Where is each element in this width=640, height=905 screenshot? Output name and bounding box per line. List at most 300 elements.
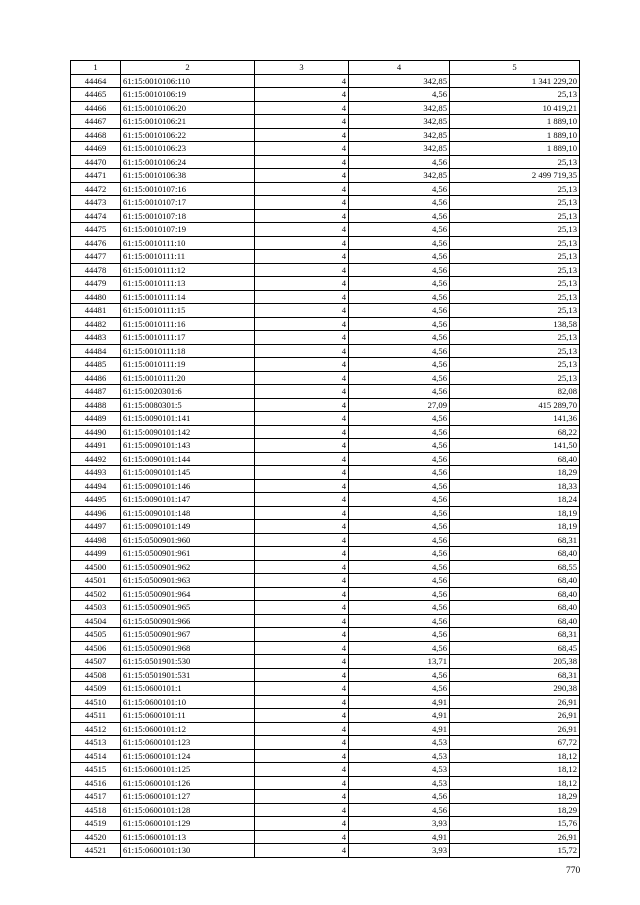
table-cell-col-2: 61:15:0010106:38: [121, 169, 255, 183]
table-cell-col-5: 68,31: [450, 668, 580, 682]
table-cell-col-3: 4: [255, 385, 349, 399]
table-cell-col-3: 4: [255, 155, 349, 169]
table-cell-col-3: 4: [255, 830, 349, 844]
table-cell-col-4: 4,91: [349, 695, 450, 709]
table-row: [71, 547, 580, 561]
table-cell-col-5: 25,13: [450, 223, 580, 237]
table-cell-col-5: 68,40: [450, 452, 580, 466]
table-cell-col-4: 4,56: [349, 439, 450, 453]
header-col-3: 3: [255, 61, 349, 75]
table-cell-col-5: 25,13: [450, 88, 580, 102]
table-cell-col-5: 25,13: [450, 263, 580, 277]
table-cell-col-1: 44509: [71, 682, 121, 696]
table-row: [71, 844, 580, 858]
table-row: [71, 398, 580, 412]
table-cell-col-2: 61:15:0500901:966: [121, 614, 255, 628]
table-cell-col-4: 4,56: [349, 668, 450, 682]
table-cell-col-1: 44468: [71, 128, 121, 142]
table-cell-col-3: 4: [255, 304, 349, 318]
table-row: [71, 560, 580, 574]
table-cell-col-4: 4,53: [349, 763, 450, 777]
table-row: [71, 641, 580, 655]
table-cell-col-1: 44481: [71, 304, 121, 318]
table-cell-col-3: 4: [255, 371, 349, 385]
table-cell-col-4: 4,56: [349, 520, 450, 534]
table-cell-col-4: 4,56: [349, 533, 450, 547]
table-cell-col-5: 26,91: [450, 709, 580, 723]
table-cell-col-2: 61:15:0010111:12: [121, 263, 255, 277]
table-row: [71, 290, 580, 304]
table-cell-col-4: 342,85: [349, 74, 450, 88]
table-row: [71, 479, 580, 493]
table-cell-col-1: 44485: [71, 358, 121, 372]
table-cell-col-2: 61:15:0010106:24: [121, 155, 255, 169]
table-cell-col-1: 44488: [71, 398, 121, 412]
table-cell-col-2: 61:15:0600101:129: [121, 817, 255, 831]
table-cell-col-4: 4,56: [349, 560, 450, 574]
table-row: [71, 425, 580, 439]
table-cell-col-5: 68,40: [450, 601, 580, 615]
table-row: [71, 385, 580, 399]
table-cell-col-2: 61:15:0010106:20: [121, 101, 255, 115]
table-cell-col-2: 61:15:0500901:961: [121, 547, 255, 561]
table-cell-col-3: 4: [255, 358, 349, 372]
table-cell-col-2: 61:15:0010111:16: [121, 317, 255, 331]
table-cell-col-4: 4,56: [349, 263, 450, 277]
table-row: [71, 331, 580, 345]
table-cell-col-3: 4: [255, 331, 349, 345]
table-cell-col-5: 141,36: [450, 412, 580, 426]
table-cell-col-1: 44498: [71, 533, 121, 547]
table-cell-col-2: 61:15:0010107:16: [121, 182, 255, 196]
table-cell-col-2: 61:15:0010107:17: [121, 196, 255, 210]
table-cell-col-4: 4,56: [349, 317, 450, 331]
table-cell-col-4: 4,56: [349, 641, 450, 655]
table-cell-col-5: 205,38: [450, 655, 580, 669]
table-cell-col-2: 61:15:0010106:19: [121, 88, 255, 102]
table-cell-col-5: 25,13: [450, 236, 580, 250]
table-cell-col-1: 44486: [71, 371, 121, 385]
table-cell-col-3: 4: [255, 88, 349, 102]
table-cell-col-5: 26,91: [450, 722, 580, 736]
table-cell-col-2: 61:15:0600101:11: [121, 709, 255, 723]
table-cell-col-1: 44521: [71, 844, 121, 858]
table-cell-col-5: 25,13: [450, 290, 580, 304]
table-row: [71, 182, 580, 196]
table-cell-col-3: 4: [255, 196, 349, 210]
table-row: [71, 169, 580, 183]
table-cell-col-1: 44473: [71, 196, 121, 210]
table-row: [71, 709, 580, 723]
table-cell-col-1: 44465: [71, 88, 121, 102]
table-cell-col-5: 10 419,21: [450, 101, 580, 115]
table-cell-col-1: 44477: [71, 250, 121, 264]
table-cell-col-4: 4,56: [349, 452, 450, 466]
table-cell-col-5: 18,12: [450, 749, 580, 763]
table-cell-col-2: 61:15:0010106:23: [121, 142, 255, 156]
table-cell-col-5: 1 889,10: [450, 142, 580, 156]
table-cell-col-5: 290,38: [450, 682, 580, 696]
table-cell-col-1: 44466: [71, 101, 121, 115]
table-cell-col-5: 18,33: [450, 479, 580, 493]
table-cell-col-4: 342,85: [349, 115, 450, 129]
table-cell-col-2: 61:15:0090101:144: [121, 452, 255, 466]
table-cell-col-5: 15,76: [450, 817, 580, 831]
table-cell-col-2: 61:15:0010106:22: [121, 128, 255, 142]
table-cell-col-4: 4,56: [349, 250, 450, 264]
table-cell-col-2: 61:15:0500901:962: [121, 560, 255, 574]
table-cell-col-5: 68,31: [450, 533, 580, 547]
table-cell-col-5: 18,19: [450, 520, 580, 534]
table-cell-col-4: 4,56: [349, 547, 450, 561]
table-cell-col-1: 44508: [71, 668, 121, 682]
table-cell-col-5: 68,31: [450, 628, 580, 642]
table-cell-col-2: 61:15:0600101:130: [121, 844, 255, 858]
table-cell-col-1: 44501: [71, 574, 121, 588]
table-cell-col-5: 18,12: [450, 763, 580, 777]
table-cell-col-3: 4: [255, 290, 349, 304]
table-cell-col-3: 4: [255, 547, 349, 561]
table-cell-col-1: 44519: [71, 817, 121, 831]
table-cell-col-2: 61:15:0500901:964: [121, 587, 255, 601]
table-cell-col-5: 68,40: [450, 614, 580, 628]
table-cell-col-1: 44476: [71, 236, 121, 250]
table-cell-col-4: 4,56: [349, 506, 450, 520]
table-row: [71, 439, 580, 453]
table-row: [71, 412, 580, 426]
table-cell-col-2: 61:15:0600101:127: [121, 790, 255, 804]
table-cell-col-5: 68,45: [450, 641, 580, 655]
table-row: [71, 196, 580, 210]
table-row: [71, 803, 580, 817]
table-cell-col-4: 4,56: [349, 601, 450, 615]
table-cell-col-4: 4,53: [349, 749, 450, 763]
table-row: [71, 128, 580, 142]
table-cell-col-3: 4: [255, 682, 349, 696]
table-cell-col-5: 26,91: [450, 695, 580, 709]
table-cell-col-3: 4: [255, 223, 349, 237]
table-cell-col-3: 4: [255, 439, 349, 453]
table-cell-col-5: 25,13: [450, 182, 580, 196]
header-col-1: 1: [71, 61, 121, 75]
table-row: [71, 88, 580, 102]
table-cell-col-3: 4: [255, 209, 349, 223]
table-cell-col-4: 4,91: [349, 722, 450, 736]
table-cell-col-4: 27,09: [349, 398, 450, 412]
table-cell-col-1: 44516: [71, 776, 121, 790]
table-row: [71, 830, 580, 844]
table-cell-col-2: 61:15:0500901:967: [121, 628, 255, 642]
table-cell-col-3: 4: [255, 479, 349, 493]
table-cell-col-5: 18,29: [450, 803, 580, 817]
table-cell-col-3: 4: [255, 263, 349, 277]
table-cell-col-5: 68,40: [450, 587, 580, 601]
table-cell-col-1: 44490: [71, 425, 121, 439]
table-cell-col-3: 4: [255, 142, 349, 156]
table-cell-col-1: 44505: [71, 628, 121, 642]
table-cell-col-2: 61:15:0500901:963: [121, 574, 255, 588]
table-row: [71, 115, 580, 129]
table-cell-col-4: 4,56: [349, 682, 450, 696]
table-cell-col-2: 61:15:0010111:13: [121, 277, 255, 291]
table-cell-col-5: 25,13: [450, 358, 580, 372]
table-cell-col-3: 4: [255, 182, 349, 196]
table-cell-col-1: 44515: [71, 763, 121, 777]
table-cell-col-3: 4: [255, 493, 349, 507]
table-cell-col-4: 4,56: [349, 209, 450, 223]
table-cell-col-4: 4,56: [349, 196, 450, 210]
table-cell-col-2: 61:15:0010107:18: [121, 209, 255, 223]
table-cell-col-2: 61:15:0010111:19: [121, 358, 255, 372]
table-cell-col-3: 4: [255, 776, 349, 790]
table-cell-col-4: 342,85: [349, 142, 450, 156]
table-cell-col-1: 44517: [71, 790, 121, 804]
table-cell-col-3: 4: [255, 790, 349, 804]
table-row: [71, 317, 580, 331]
table-cell-col-5: 1 341 229,20: [450, 74, 580, 88]
table-cell-col-3: 4: [255, 641, 349, 655]
table-cell-col-1: 44502: [71, 587, 121, 601]
table-cell-col-2: 61:15:0600101:1: [121, 682, 255, 696]
table-cell-col-3: 4: [255, 601, 349, 615]
table-row: [71, 236, 580, 250]
table-row: [71, 452, 580, 466]
table-cell-col-2: 61:15:0090101:145: [121, 466, 255, 480]
table-cell-col-4: 4,56: [349, 412, 450, 426]
data-table: [70, 60, 580, 858]
table-cell-col-4: 4,56: [349, 304, 450, 318]
table-cell-col-2: 61:15:0500901:965: [121, 601, 255, 615]
table-cell-col-1: 44514: [71, 749, 121, 763]
table-cell-col-4: 342,85: [349, 101, 450, 115]
table-cell-col-2: 61:15:0010111:15: [121, 304, 255, 318]
table-cell-col-4: 4,56: [349, 182, 450, 196]
table-row: [71, 371, 580, 385]
table-row: [71, 587, 580, 601]
table-cell-col-4: 4,56: [349, 790, 450, 804]
table-row: [71, 74, 580, 88]
table-cell-col-1: 44487: [71, 385, 121, 399]
table-cell-col-5: 68,40: [450, 547, 580, 561]
table-cell-col-5: 82,08: [450, 385, 580, 399]
table-cell-col-4: 4,56: [349, 290, 450, 304]
table-cell-col-1: 44489: [71, 412, 121, 426]
table-cell-col-5: 68,55: [450, 560, 580, 574]
table-cell-col-1: 44467: [71, 115, 121, 129]
table-cell-col-4: 4,53: [349, 776, 450, 790]
table-row: [71, 574, 580, 588]
table-cell-col-2: 61:15:0010111:14: [121, 290, 255, 304]
table-cell-col-1: 44479: [71, 277, 121, 291]
table-cell-col-3: 4: [255, 506, 349, 520]
table-row: [71, 614, 580, 628]
table-cell-col-3: 4: [255, 520, 349, 534]
table-cell-col-1: 44475: [71, 223, 121, 237]
table-cell-col-2: 61:15:0010111:17: [121, 331, 255, 345]
table-row: [71, 695, 580, 709]
table-cell-col-2: 61:15:0010111:11: [121, 250, 255, 264]
table-cell-col-5: 25,13: [450, 196, 580, 210]
table-cell-col-3: 4: [255, 277, 349, 291]
table-cell-col-1: 44504: [71, 614, 121, 628]
table-cell-col-2: 61:15:0500901:960: [121, 533, 255, 547]
header-col-2: 2: [121, 61, 255, 75]
table-cell-col-2: 61:15:0010106:21: [121, 115, 255, 129]
table-row: [71, 250, 580, 264]
table-row: [71, 776, 580, 790]
table-cell-col-3: 4: [255, 668, 349, 682]
table-cell-col-5: 25,13: [450, 371, 580, 385]
table-cell-col-3: 4: [255, 628, 349, 642]
table-row: [71, 223, 580, 237]
table-cell-col-1: 44492: [71, 452, 121, 466]
table-cell-col-4: 4,56: [349, 628, 450, 642]
table-row: [71, 655, 580, 669]
table-cell-col-1: 44482: [71, 317, 121, 331]
table-cell-col-3: 4: [255, 74, 349, 88]
table-cell-col-1: 44507: [71, 655, 121, 669]
table-cell-col-1: 44518: [71, 803, 121, 817]
table-cell-col-4: 4,56: [349, 587, 450, 601]
table-cell-col-4: 4,56: [349, 277, 450, 291]
table-cell-col-1: 44513: [71, 736, 121, 750]
table-cell-col-2: 61:15:0010111:20: [121, 371, 255, 385]
table-cell-col-5: 67,72: [450, 736, 580, 750]
table-cell-col-3: 4: [255, 236, 349, 250]
table-row: [71, 277, 580, 291]
table-cell-col-3: 4: [255, 763, 349, 777]
table-cell-col-2: 61:15:0600101:13: [121, 830, 255, 844]
table-cell-col-3: 4: [255, 722, 349, 736]
table-cell-col-4: 4,56: [349, 358, 450, 372]
table-cell-col-5: 2 499 719,35: [450, 169, 580, 183]
table-cell-col-2: 61:15:0600101:12: [121, 722, 255, 736]
table-cell-col-5: 1 889,10: [450, 115, 580, 129]
table-cell-col-2: 61:15:0501901:531: [121, 668, 255, 682]
table-cell-col-1: 44464: [71, 74, 121, 88]
table-cell-col-3: 4: [255, 466, 349, 480]
table-cell-col-2: 61:15:0600101:125: [121, 763, 255, 777]
table-cell-col-3: 4: [255, 115, 349, 129]
table-row: [71, 790, 580, 804]
table-cell-col-4: 3,93: [349, 844, 450, 858]
table-cell-col-2: 61:15:0090101:141: [121, 412, 255, 426]
table-cell-col-3: 4: [255, 695, 349, 709]
table-cell-col-4: 4,56: [349, 371, 450, 385]
table-row: [71, 817, 580, 831]
table-cell-col-4: 4,56: [349, 803, 450, 817]
table-row: [71, 520, 580, 534]
table-cell-col-3: 4: [255, 250, 349, 264]
table-cell-col-1: 44506: [71, 641, 121, 655]
table-cell-col-2: 61:15:0090101:149: [121, 520, 255, 534]
table-cell-col-1: 44470: [71, 155, 121, 169]
table-row: [71, 358, 580, 372]
table-cell-col-4: 4,56: [349, 236, 450, 250]
table-cell-col-1: 44483: [71, 331, 121, 345]
table-cell-col-1: 44484: [71, 344, 121, 358]
header-col-5: 5: [450, 61, 580, 75]
table-cell-col-4: 4,56: [349, 614, 450, 628]
table-cell-col-3: 4: [255, 709, 349, 723]
table-cell-col-4: 4,56: [349, 155, 450, 169]
table-cell-col-3: 4: [255, 452, 349, 466]
table-row: [71, 142, 580, 156]
table-cell-col-5: 18,19: [450, 506, 580, 520]
table-cell-col-3: 4: [255, 587, 349, 601]
table-cell-col-1: 44494: [71, 479, 121, 493]
table-cell-col-2: 61:15:0500901:968: [121, 641, 255, 655]
table-cell-col-4: 342,85: [349, 128, 450, 142]
table-cell-col-5: 1 889,10: [450, 128, 580, 142]
table-cell-col-4: 4,91: [349, 709, 450, 723]
table-cell-col-3: 4: [255, 398, 349, 412]
table-cell-col-2: 61:15:0010111:18: [121, 344, 255, 358]
table-cell-col-1: 44469: [71, 142, 121, 156]
table-row: [71, 668, 580, 682]
table-cell-col-5: 138,58: [450, 317, 580, 331]
table-cell-col-2: 61:15:0090101:146: [121, 479, 255, 493]
table-cell-col-1: 44480: [71, 290, 121, 304]
table-cell-col-3: 4: [255, 614, 349, 628]
table-row: [71, 628, 580, 642]
table-cell-col-5: 68,22: [450, 425, 580, 439]
table-row: [71, 763, 580, 777]
table-cell-col-5: 25,13: [450, 209, 580, 223]
table-cell-col-4: 4,56: [349, 385, 450, 399]
table-cell-col-1: 44478: [71, 263, 121, 277]
table-cell-col-2: 61:15:0600101:126: [121, 776, 255, 790]
table-cell-col-2: 61:15:0090101:147: [121, 493, 255, 507]
table-cell-col-5: 68,40: [450, 574, 580, 588]
table-row: [71, 749, 580, 763]
table-cell-col-4: 4,56: [349, 344, 450, 358]
table-row: [71, 209, 580, 223]
table-cell-col-5: 25,13: [450, 344, 580, 358]
table-cell-col-5: 25,13: [450, 304, 580, 318]
table-row: [71, 155, 580, 169]
table-cell-col-4: 4,56: [349, 466, 450, 480]
table-cell-col-1: 44499: [71, 547, 121, 561]
table-row: [71, 344, 580, 358]
table-cell-col-4: 13,71: [349, 655, 450, 669]
table-cell-col-1: 44510: [71, 695, 121, 709]
table-cell-col-4: 4,56: [349, 493, 450, 507]
header-row: [71, 61, 580, 75]
table-cell-col-3: 4: [255, 560, 349, 574]
table-cell-col-4: 4,56: [349, 223, 450, 237]
table-cell-col-3: 4: [255, 317, 349, 331]
table-cell-col-5: 18,29: [450, 466, 580, 480]
table-cell-col-1: 44496: [71, 506, 121, 520]
table-cell-col-3: 4: [255, 574, 349, 588]
table-cell-col-1: 44491: [71, 439, 121, 453]
table-cell-col-3: 4: [255, 736, 349, 750]
table-cell-col-2: 61:15:0090101:142: [121, 425, 255, 439]
table-cell-col-5: 15,72: [450, 844, 580, 858]
table-cell-col-4: 3,93: [349, 817, 450, 831]
table-cell-col-5: 26,91: [450, 830, 580, 844]
table-cell-col-5: 18,24: [450, 493, 580, 507]
table-cell-col-4: 4,53: [349, 736, 450, 750]
table-cell-col-1: 44495: [71, 493, 121, 507]
table-cell-col-3: 4: [255, 533, 349, 547]
table-cell-col-1: 44503: [71, 601, 121, 615]
table-cell-col-3: 4: [255, 749, 349, 763]
table-cell-col-2: 61:15:0010111:10: [121, 236, 255, 250]
table-cell-col-2: 61:15:0020301:6: [121, 385, 255, 399]
table-body: [71, 74, 580, 857]
